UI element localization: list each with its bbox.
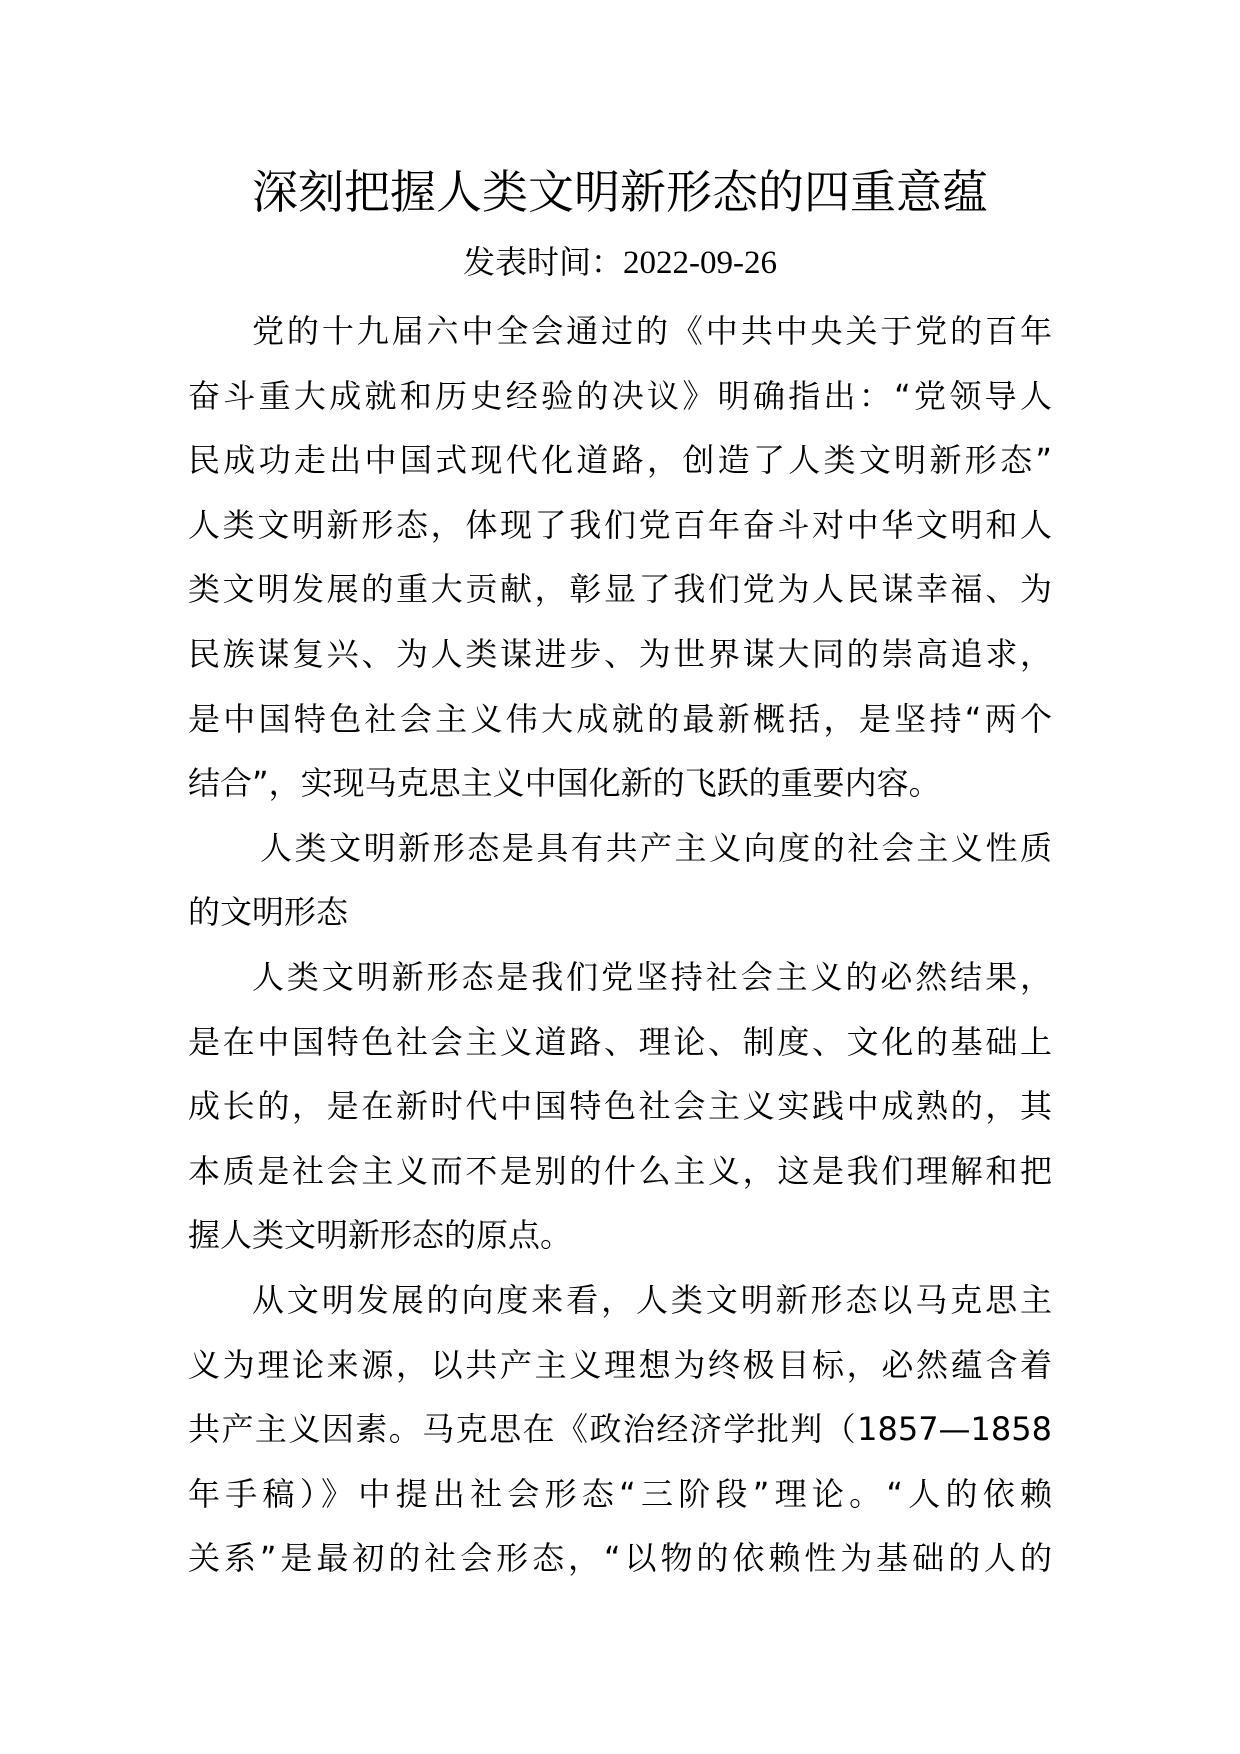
text-line: 民成功走出中国式现代化道路，创造了人类文明新形态” <box>188 441 1052 480</box>
text-line: 握人类文明新形态的原点。 <box>188 1216 573 1255</box>
text-line: 奋斗重大成就和历史经验的决议》明确指出：“党领导人 <box>188 376 1052 415</box>
text-line: 本质是社会主义而不是别的什么主义，这是我们理解和把 <box>188 1151 1052 1190</box>
text-line: 从文明发展的向度来看，人类文明新形态以马克思主 <box>252 1280 1052 1319</box>
text-line: 义为理论来源，以共产主义理想为终极目标，必然蕴含着 <box>188 1345 1052 1384</box>
text-line: 成长的，是在新时代中国特色社会主义实践中成熟的，其 <box>188 1087 1052 1126</box>
text-line: 是在中国特色社会主义道路、理论、制度、文化的基础上 <box>188 1022 1052 1061</box>
text-line: 共产主义因素。马克思在《政治经济学批判（1857—1858 <box>188 1410 1052 1449</box>
article-body <box>188 299 1052 1591</box>
text-line: 类文明发展的重大贡献，彰显了我们党为人民谋幸福、为 <box>188 570 1052 609</box>
text-line: 结合”，实现马克思主义中国化新的飞跃的重要内容。 <box>188 764 941 803</box>
publish-date-value: 2022-09-26 <box>623 245 777 281</box>
document-title: 深刻把握人类文明新形态的四重意蕴 <box>252 165 988 219</box>
publish-date <box>0 240 1240 285</box>
section-heading-line: 的文明形态 <box>188 893 349 932</box>
text-line: 党的十九届六中全会通过的《中共中央关于党的百年 <box>252 312 1052 350</box>
text-line: 人类文明新形态，体现了我们党百年奋斗对中华文明和人 <box>188 505 1052 544</box>
section-heading-line: 人类文明新形态是具有共产主义向度的社会主义性质 <box>260 828 1052 867</box>
publish-date-label: 发表时间： <box>463 243 624 281</box>
text-line: 年手稿）》中提出社会形态“三阶段”理论。“人的依赖 <box>188 1474 1052 1513</box>
text-line: 民族谋复兴、为人类谋进步、为世界谋大同的崇高追求， <box>188 634 1052 673</box>
text-line: 人类文明新形态是我们党坚持社会主义的必然结果， <box>252 957 1052 996</box>
text-line: 关系”是最初的社会形态，“以物的依赖性为基础的人的 <box>188 1539 1052 1578</box>
text-line: 是中国特色社会主义伟大成就的最新概括，是坚持“两个 <box>188 699 1052 738</box>
